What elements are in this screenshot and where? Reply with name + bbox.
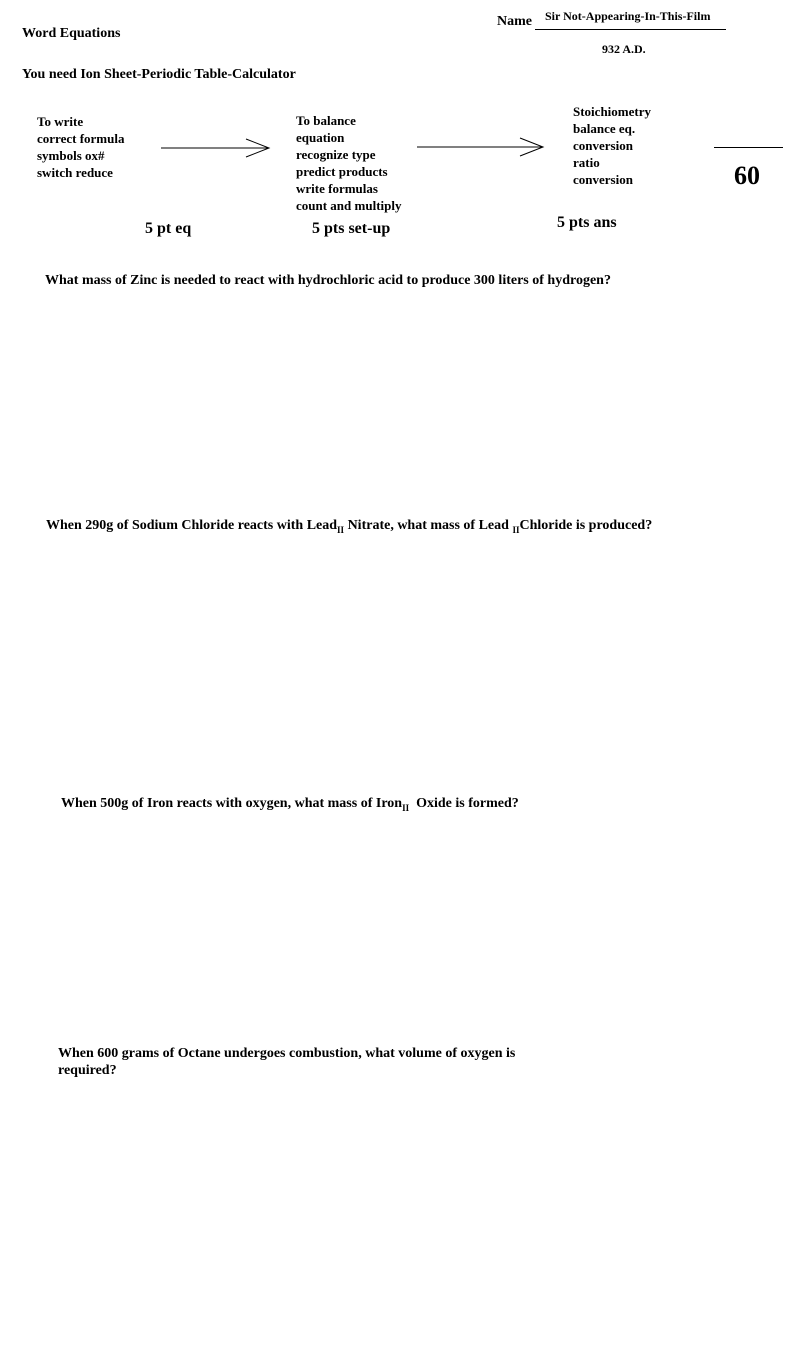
question-4-line: required? [58, 1063, 117, 1078]
step-formula-line: To write [37, 114, 84, 129]
question-2-text: Nitrate, what mass of Lead [344, 518, 513, 533]
step-formula-line: symbols ox# [37, 148, 105, 163]
step-balance-line: predict products [296, 164, 388, 179]
step-balance-line: recognize type [296, 147, 376, 162]
score-underline [714, 147, 783, 148]
date: 932 A.D. [602, 42, 646, 56]
question-2-text: When 290g of Sodium Chloride reacts with Lead [46, 518, 338, 533]
step-formula-line: switch reduce [37, 165, 113, 180]
points-setup: 5 pts set-up [312, 220, 391, 237]
step-balance-line: write formulas [296, 181, 378, 196]
step-balance-line: count and multiply [296, 198, 402, 213]
question-3 [61, 796, 519, 812]
roman-subscript: II [402, 803, 410, 813]
question-3-text: When 500g of Iron reacts with oxygen, what mass of Iron [61, 796, 403, 811]
requirements-text: You need Ion Sheet-Periodic Table-Calculator [22, 67, 296, 82]
question-4 [58, 1045, 515, 1079]
question-3-text: Oxide is formed? [409, 796, 519, 811]
name-value: Sir Not-Appearing-In-This-Film [545, 9, 711, 23]
name-underline [535, 29, 726, 30]
question-2-text: Chloride is produced? [519, 518, 653, 533]
arrow-right-icon [160, 138, 272, 158]
score-total: 60 [734, 161, 760, 190]
step-balance-line: equation [296, 130, 345, 145]
name-label: Name [497, 14, 532, 29]
step-stoichiometry-line: balance eq. [573, 121, 636, 136]
step-stoichiometry-line: conversion [573, 172, 633, 187]
step-stoichiometry-line: conversion [573, 138, 633, 153]
step-formula-line: correct formula [37, 131, 125, 146]
question-2 [46, 518, 652, 534]
step-stoichiometry [573, 103, 651, 188]
step-stoichiometry-line: ratio [573, 155, 600, 170]
roman-subscript: II [512, 525, 520, 535]
step-formula [37, 113, 124, 181]
question-1: What mass of Zinc is needed to react with hydrochloric acid to produce 300 liters of hydrogen? [45, 273, 611, 288]
question-4-line: When 600 grams of Octane undergoes combustion, what volume of oxygen is [58, 1046, 516, 1061]
points-answer: 5 pts ans [557, 214, 617, 231]
step-stoichiometry-line: Stoichiometry [573, 104, 651, 119]
arrow-right-icon [416, 137, 546, 157]
page-title: Word Equations [22, 26, 121, 41]
step-balance [296, 112, 401, 214]
points-equation: 5 pt eq [145, 220, 192, 237]
roman-subscript: II [337, 525, 345, 535]
step-balance-line: To balance [296, 113, 356, 128]
